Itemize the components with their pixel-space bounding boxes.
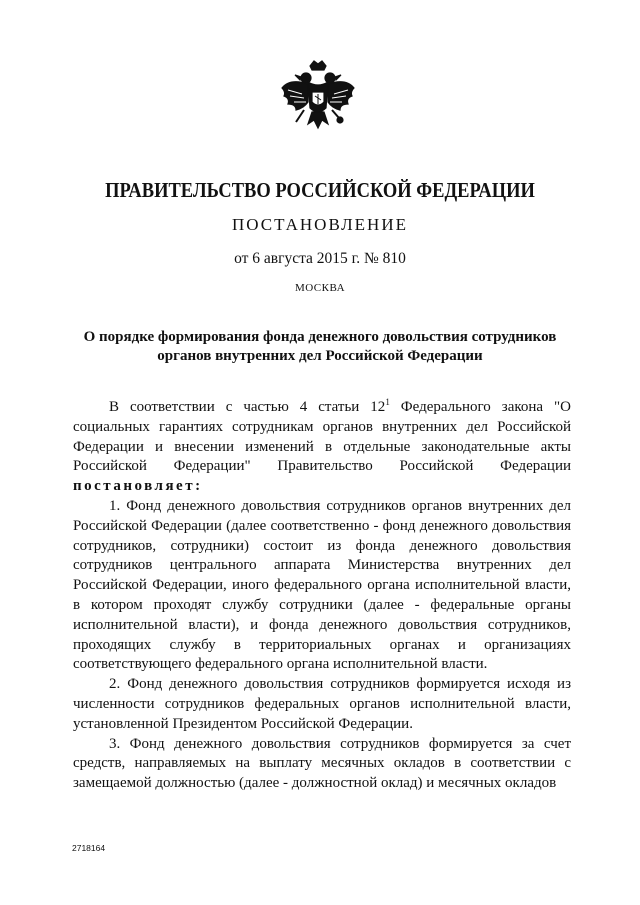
paragraph-3: 3. Фонд денежного довольствия сотрудников формируется за счет средств, направляемых на выплату месячных окладов в соответствии с замещаемой должностью (далее - должностной оклад) и месячных окладов [73, 735, 571, 792]
coat-of-arms-emblem [274, 58, 362, 146]
government-title: ПРАВИТЕЛЬСТВО РОССИЙСКОЙ ФЕДЕРАЦИИ [105, 178, 535, 202]
preamble-text-b: Федерального закона "О социальных гарантиях сотрудникам органов внутренних дел Российской Федерации и внесении изменений в отдельные законодательные акты Российской Федерации" Правительство Российской Федерации [73, 399, 572, 475]
preamble-paragraph [73, 398, 571, 497]
decree-type: ПОСТАНОВЛЕНИЕ [231, 215, 408, 234]
paragraph-2: 2. Фонд денежного довольствия сотрудников формируется исходя из численности сотрудников федеральных органов исполнительной власти, установленной Президентом Российской Федерации. [73, 676, 571, 732]
document-body [73, 398, 571, 794]
document-title: О порядке формирования фонда денежного довольствия сотрудников органов внутренних дел Российской Федерации [83, 329, 557, 364]
decree-date-number: от 6 августа 2015 г. № 810 [234, 250, 406, 267]
document-code: 2718164 [72, 843, 106, 853]
city-label: МОСКВА [294, 282, 346, 294]
preamble-text-a: В соответствии с частью 4 статьи 12 [109, 399, 386, 415]
article-superscript: 1 [385, 397, 390, 407]
paragraph-1: 1. Фонд денежного довольствия сотрудников органов внутренних дел Российской Федерации (далее соответственно - фонд денежного довольствия сотрудников, сотрудники) состоит из фонда денежного довольствия сотрудников центрального аппарата Министерства внутренних дел Российской Федерации, иного федерального органа исполнительной власти, в котором проходят службу сотрудники (далее - федеральные органы исполнительной власти), и фонда денежного довольствия сотрудников, проходящих службу в территориальных органах и организациях соответствующего федерального органа исполнительной власти. [73, 497, 571, 673]
preamble-emphasis: постановляет: [73, 478, 203, 495]
